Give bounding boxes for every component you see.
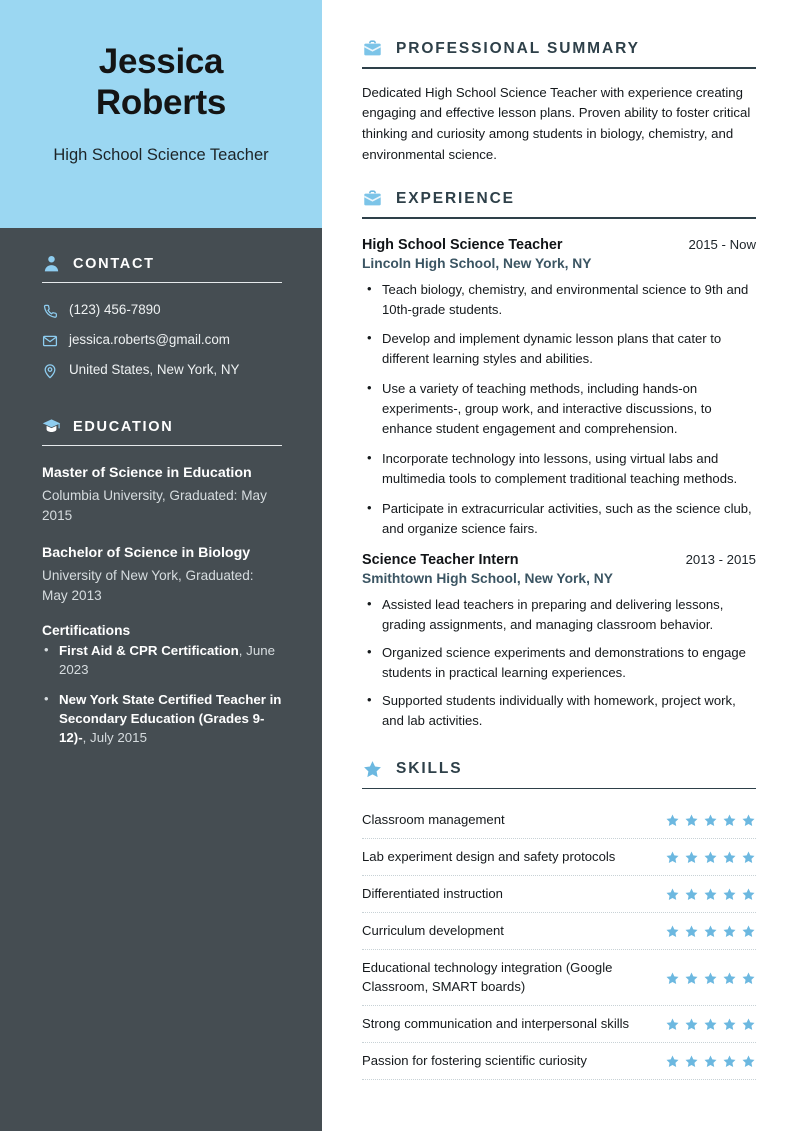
list-item [42, 691, 282, 748]
certifications-title: Certifications [42, 623, 131, 639]
star-icon [684, 850, 699, 865]
star-icon [722, 971, 737, 986]
star-icon [741, 850, 756, 865]
first-name: Jessica [98, 42, 224, 81]
experience-heading-label: EXPERIENCE [396, 189, 515, 207]
skill-label: Differentiated instruction [362, 886, 503, 902]
contact-phone-value: (123) 456-7890 [69, 302, 161, 317]
skill-row [362, 1006, 756, 1043]
experience-entry [362, 237, 756, 539]
star-icon [741, 924, 756, 939]
education-entry [42, 464, 282, 526]
summary-divider [362, 67, 756, 69]
experience-section [362, 188, 756, 731]
star-icon [362, 759, 383, 780]
star-icon [665, 924, 680, 939]
star-icon [684, 1054, 699, 1069]
main-column [322, 0, 800, 1131]
star-icon [722, 813, 737, 828]
contact-location[interactable] [42, 361, 282, 379]
job-header-row [362, 237, 756, 253]
job-title: High School Science Teacher [362, 236, 563, 253]
star-icon [665, 971, 680, 986]
skills-divider [362, 788, 756, 790]
certification-name: New York State Certified Teacher in Secondary Education (Grades 9-12)- [59, 692, 282, 745]
certification-date: , July 2015 [82, 729, 147, 745]
skill-label: Classroom management [362, 812, 505, 828]
contact-email-value: jessica.roberts@gmail.com [69, 332, 230, 348]
star-icon [722, 1017, 737, 1032]
skill-rating [665, 887, 756, 902]
list-item: • Develop and implement dynamic lesson plans that cater to different learning styles and abilities. [362, 329, 756, 369]
list-item: • Use a variety of teaching methods, including hands-on experiments-, group work, and interactive discussions, to enhance student engagement and comprehension. [362, 379, 756, 439]
skill-label: Educational technology integration (Google Classroom, SMART boards) [362, 960, 613, 995]
skill-rating [665, 924, 756, 939]
skills-heading [362, 759, 756, 780]
summary-heading [362, 38, 756, 59]
star-icon [684, 924, 699, 939]
last-name: Roberts [95, 82, 227, 122]
name-header [0, 0, 322, 228]
star-icon [703, 887, 718, 902]
contact-heading-label: CONTACT [73, 255, 155, 272]
star-icon [684, 1017, 699, 1032]
summary-heading-label: PROFESSIONAL SUMMARY [396, 39, 640, 57]
skill-row [362, 913, 756, 950]
star-icon [703, 813, 718, 828]
skill-label: Curriculum development [362, 923, 504, 939]
job-organization: Smithtown High School, New York, NY [362, 571, 613, 587]
star-icon [665, 887, 680, 902]
envelope-icon [42, 333, 58, 349]
list-item: • Teach biology, chemistry, and environmental science to 9th and 10th-grade students. [362, 280, 756, 320]
star-icon [684, 813, 699, 828]
skills-heading-label: SKILLS [396, 760, 463, 778]
education-section [0, 391, 322, 748]
job-header-row [362, 552, 756, 568]
skill-label: Strong communication and interpersonal skills [362, 1016, 630, 1032]
experience-heading [362, 188, 756, 209]
job-dates: 2013 - 2015 [685, 552, 756, 568]
skill-rating [665, 971, 756, 986]
education-heading [42, 391, 282, 436]
star-icon [722, 924, 737, 939]
star-icon [684, 887, 699, 902]
skill-label: Passion for fostering scientific curiosity [362, 1053, 587, 1069]
header-job-title: High School Science Teacher [53, 145, 269, 164]
star-icon [665, 850, 680, 865]
contact-phone[interactable] [42, 301, 282, 319]
education-degree: Master of Science in Education [42, 465, 252, 482]
star-icon [703, 971, 718, 986]
star-icon [741, 971, 756, 986]
skill-label: Lab experiment design and safety protocols [362, 849, 616, 865]
list-item: • Participate in extracurricular activities, such as the science club, and organize science fairs. [362, 499, 756, 539]
page-title [28, 42, 294, 124]
star-icon [703, 850, 718, 865]
briefcase-icon [362, 188, 383, 209]
contact-email[interactable] [42, 331, 282, 349]
job-bullets [362, 280, 756, 539]
skill-rating [665, 1054, 756, 1069]
job-dates: 2015 - Now [688, 236, 756, 252]
star-icon [741, 1017, 756, 1032]
contact-heading [42, 228, 282, 273]
education-degree: Bachelor of Science in Biology [42, 544, 251, 561]
contact-list [42, 301, 282, 379]
skill-row [362, 802, 756, 839]
star-icon [703, 1054, 718, 1069]
briefcase-icon [362, 38, 383, 59]
graduation-cap-icon [42, 417, 61, 436]
skill-rating [665, 1017, 756, 1032]
summary-text: Dedicated High School Science Teacher with experience creating engaging and effective lesson plans. Proven ability to foster critical thinking and curiosity among students in biology, chemistry, and environmental science. [362, 84, 751, 163]
star-icon [703, 1017, 718, 1032]
star-icon [684, 971, 699, 986]
list-item [42, 642, 282, 680]
star-icon [665, 1017, 680, 1032]
certifications-list [42, 642, 282, 747]
contact-location-value: United States, New York, NY [69, 362, 240, 378]
sidebar [0, 0, 322, 1131]
job-title: Science Teacher Intern [362, 552, 519, 569]
experience-entry [362, 552, 756, 730]
job-organization: Lincoln High School, New York, NY [362, 255, 592, 271]
star-icon [722, 887, 737, 902]
location-pin-icon [42, 363, 58, 379]
skill-row [362, 1043, 756, 1080]
list-item: • Supported students individually with homework, project work, and lab activities. [362, 691, 756, 731]
education-heading-label: EDUCATION [73, 418, 174, 435]
education-divider [42, 445, 282, 446]
star-icon [665, 1054, 680, 1069]
list-item: • Incorporate technology into lessons, using virtual labs and multimedia tools to complement traditional teaching methods. [362, 449, 756, 489]
education-school: Columbia University, Graduated: May 2015 [42, 488, 267, 524]
list-item: • Assisted lead teachers in preparing and delivering lessons, grading assignments, and managing classroom behavior. [362, 595, 756, 635]
contact-divider [42, 282, 282, 283]
skill-rating [665, 850, 756, 865]
star-icon [722, 1054, 737, 1069]
skill-row [362, 950, 756, 1006]
star-icon [722, 850, 737, 865]
education-entry [42, 544, 282, 606]
contact-section [0, 228, 322, 379]
star-icon [741, 887, 756, 902]
certification-name: First Aid & CPR Certification [59, 643, 239, 659]
skills-section [362, 759, 756, 1080]
professional-summary-section [362, 38, 756, 166]
phone-icon [42, 303, 58, 319]
skill-row [362, 839, 756, 876]
star-icon [741, 1054, 756, 1069]
star-icon [703, 924, 718, 939]
skills-list [362, 802, 756, 1080]
star-icon [741, 813, 756, 828]
star-icon [665, 813, 680, 828]
person-icon [42, 254, 61, 273]
list-item: • Organized science experiments and demonstrations to engage students in practical learning experiences. [362, 643, 756, 683]
job-bullets [362, 595, 756, 730]
education-school: University of New York, Graduated: May 2013 [42, 568, 254, 603]
experience-divider [362, 217, 756, 219]
certification-date: , June 2023 [59, 643, 276, 678]
skill-rating [665, 813, 756, 828]
skill-row [362, 876, 756, 913]
